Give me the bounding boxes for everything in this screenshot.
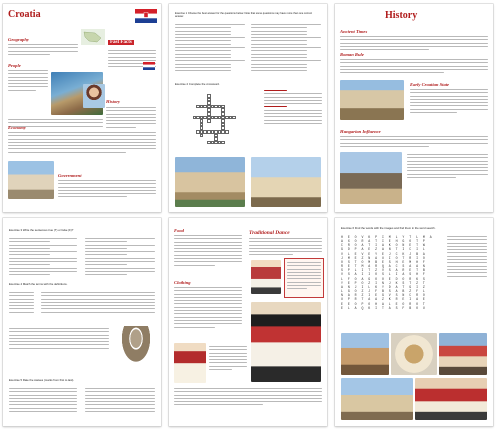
page-exercises-1 bbox=[169, 4, 327, 212]
dance-text bbox=[249, 238, 322, 258]
fast-facts-header: Fast Facts bbox=[110, 40, 132, 45]
folk-dress-photo bbox=[174, 343, 206, 383]
hungarian-text bbox=[340, 136, 488, 149]
exercise-5-items-right bbox=[85, 388, 155, 414]
ancient-text bbox=[340, 36, 488, 52]
section-heading-early-state: Early Croatian State bbox=[410, 82, 450, 87]
exercise-4-definitions bbox=[41, 292, 155, 315]
section-heading-food: Food bbox=[174, 228, 184, 233]
dancers-photo bbox=[251, 260, 281, 294]
section-heading-geography: Geography bbox=[8, 37, 29, 42]
page-title: History bbox=[385, 10, 418, 21]
exercise-3-statements-left bbox=[9, 238, 77, 278]
page-history bbox=[335, 4, 493, 212]
palace-photo bbox=[340, 80, 404, 120]
page-culture bbox=[169, 218, 327, 426]
section-heading-history: History bbox=[106, 99, 121, 104]
word-search-grid[interactable]: H E O V K P I M L Y T L M A A X O R A T I E H G O T P C R O A T I A K O N E T W G D P A E Z A N T I C I L V L E V E Y E J C K J B A J M E Z N A U I O T R I O O S T O M B E S H E M H F R E T M A R Q A C S A A N S P L I T Z V S A R E T B V S A I I O S L I A S H F L F O A G O O E D O R K S Y E P O Z I N J K S T Z T A N J I L K Y D A T G I Z L G O Z J F B S A B Z F L N A R Z I E G V S N C R O U P R T A A Z K R E I A E E E O P O H A L E O R O T E L A Q K I T A S F B O U bbox=[341, 235, 434, 310]
exercise-6-instructions: Exercise 6 Find the words with the images and find them in the word search. bbox=[341, 226, 436, 230]
parliament-photo bbox=[8, 161, 54, 199]
section-heading-hungarian: Hungarian Influence bbox=[340, 129, 381, 134]
dance-info-text bbox=[287, 262, 321, 292]
exercise-4-instructions: Exercise 4 Match the terms with the definitions. bbox=[9, 282, 68, 286]
statue-photo bbox=[340, 152, 402, 204]
map-image bbox=[81, 29, 105, 45]
bottom-culture-text bbox=[174, 388, 322, 408]
cake-photo bbox=[391, 333, 437, 375]
exercise-5-instructions: Exercise 5 Rate the statues (marks from first to last). bbox=[9, 378, 75, 382]
section-heading-ancient: Ancient Times bbox=[340, 29, 368, 34]
bust-statue-image bbox=[118, 326, 154, 368]
dance-info-box bbox=[284, 258, 324, 298]
exercise-3-instructions: Exercise 3 Write the sentences true (T) or false (F)? bbox=[9, 228, 74, 232]
exercise-1-instructions: Exercise 1 Choose the best answer for the questions below. Note that some questions may have more than one correct answer. bbox=[175, 12, 312, 19]
geography-text bbox=[8, 44, 78, 57]
exercise-3-statements-right bbox=[85, 238, 155, 278]
crossword-grid[interactable] bbox=[187, 94, 257, 154]
croatia-flag-small bbox=[143, 62, 155, 70]
section-heading-economy: Economy bbox=[8, 125, 26, 130]
clothing-text bbox=[174, 287, 242, 330]
word-list bbox=[447, 236, 487, 279]
croatia-flag bbox=[135, 9, 157, 23]
roman-text bbox=[340, 59, 488, 75]
section-heading-clothing: Clothing bbox=[174, 280, 191, 285]
section-heading-government: Government bbox=[58, 173, 82, 178]
section-heading-roman: Roman Rule bbox=[340, 52, 364, 57]
food-text bbox=[174, 235, 242, 268]
page-croatia-overview bbox=[3, 4, 161, 212]
page-word-search bbox=[335, 218, 493, 426]
crossword-clues bbox=[264, 90, 322, 126]
folk-dress-text bbox=[209, 346, 247, 372]
section-heading-people: People bbox=[8, 63, 21, 68]
exercise-1-questions-right bbox=[251, 24, 321, 73]
people-text bbox=[8, 70, 48, 93]
crowd-photo bbox=[439, 333, 487, 375]
page-exercises-2 bbox=[3, 218, 161, 426]
section-heading-dance: Traditional Dance bbox=[249, 230, 290, 236]
woman-photo bbox=[83, 84, 105, 108]
cathedral-photo bbox=[341, 333, 389, 375]
costume-couple-photo bbox=[251, 302, 321, 382]
statue-caption-text bbox=[9, 328, 109, 351]
lower-history-text bbox=[407, 154, 488, 180]
square-photo bbox=[341, 378, 413, 420]
exercise-5-items-left bbox=[9, 388, 77, 414]
page-title: Croatia bbox=[8, 9, 41, 20]
history-text bbox=[106, 107, 156, 130]
exercise-2-instructions: Exercise 2 Complete the crossword. bbox=[175, 82, 220, 86]
economy-text bbox=[8, 132, 156, 155]
arena-photo bbox=[175, 157, 245, 207]
tower-photo bbox=[251, 157, 321, 207]
festival-photo bbox=[415, 378, 487, 420]
exercise-1-questions-left bbox=[175, 24, 245, 73]
early-state-text bbox=[410, 89, 488, 115]
exercise-4-terms bbox=[9, 292, 34, 315]
government-text bbox=[58, 180, 156, 200]
